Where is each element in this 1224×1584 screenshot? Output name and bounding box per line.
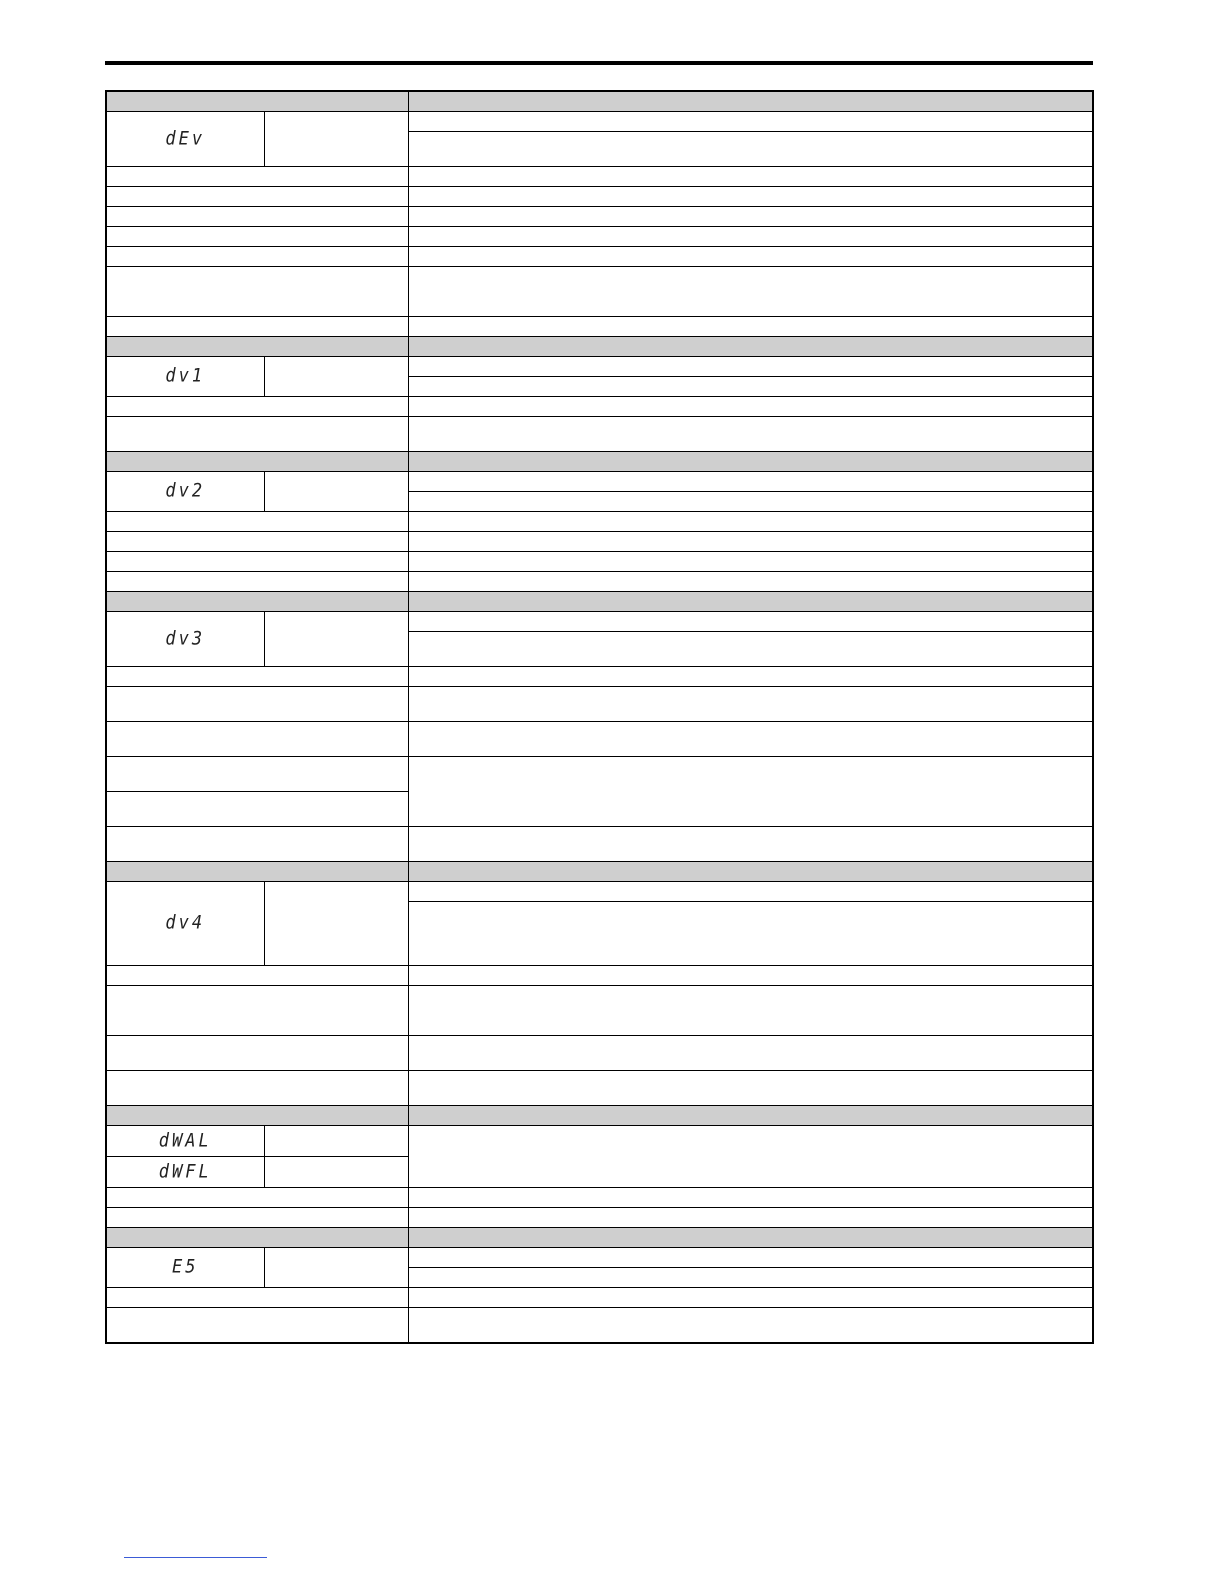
header-rule [105, 61, 1093, 65]
footer-link-underline[interactable] [124, 1557, 267, 1558]
table-row [106, 1288, 1093, 1308]
table-row [106, 417, 1093, 452]
table-row [106, 317, 1093, 337]
code-cell [106, 882, 264, 966]
table-row [106, 1126, 1093, 1157]
table-row [106, 112, 1093, 132]
fault-code-table [105, 90, 1094, 1344]
table-row [106, 1308, 1093, 1344]
code-cell [106, 1157, 264, 1188]
table-row [106, 722, 1093, 757]
fault-code-dv1: dv1 [165, 364, 206, 387]
table-row [106, 167, 1093, 187]
section-header-row [106, 452, 1093, 472]
fault-code-es: E5 [172, 1255, 199, 1278]
fault-code-dv2: dv2 [165, 479, 206, 502]
table-row [106, 552, 1093, 572]
table-row [106, 827, 1093, 862]
table-row [106, 207, 1093, 227]
section-header-row [106, 91, 1093, 112]
table-row [106, 1071, 1093, 1106]
table-row [106, 687, 1093, 722]
table-row [106, 397, 1093, 417]
table-row [106, 267, 1093, 317]
section-header-row [106, 337, 1093, 357]
table-row [106, 1208, 1093, 1228]
table-row [106, 1248, 1093, 1268]
table-row [106, 227, 1093, 247]
table-row [106, 512, 1093, 532]
code-cell [106, 1126, 264, 1157]
fault-code-dwal: dWAL [158, 1129, 212, 1152]
section-header-row [106, 592, 1093, 612]
table-row [106, 1036, 1093, 1071]
code-cell [106, 357, 264, 397]
section-header-row [106, 1228, 1093, 1248]
table-row [106, 532, 1093, 552]
code-cell [106, 472, 264, 512]
table-row [106, 1188, 1093, 1208]
code-cell [106, 1248, 264, 1288]
code-cell [106, 612, 264, 667]
table-row [106, 757, 1093, 792]
fault-code-dev: dEv [165, 127, 206, 150]
fault-code-dv3: dv3 [165, 627, 206, 650]
table-row [106, 966, 1093, 986]
table-row [106, 572, 1093, 592]
table-row [106, 882, 1093, 902]
table-row [106, 667, 1093, 687]
table-row [106, 247, 1093, 267]
table-row [106, 612, 1093, 632]
table-row [106, 187, 1093, 207]
fault-code-dv4: dv4 [165, 911, 206, 934]
fault-code-dwfl: dWFL [158, 1160, 212, 1183]
table-row [106, 357, 1093, 377]
section-header-row [106, 1106, 1093, 1126]
table-row [106, 986, 1093, 1036]
table-row [106, 472, 1093, 492]
section-header-row [106, 862, 1093, 882]
code-cell [106, 112, 264, 167]
